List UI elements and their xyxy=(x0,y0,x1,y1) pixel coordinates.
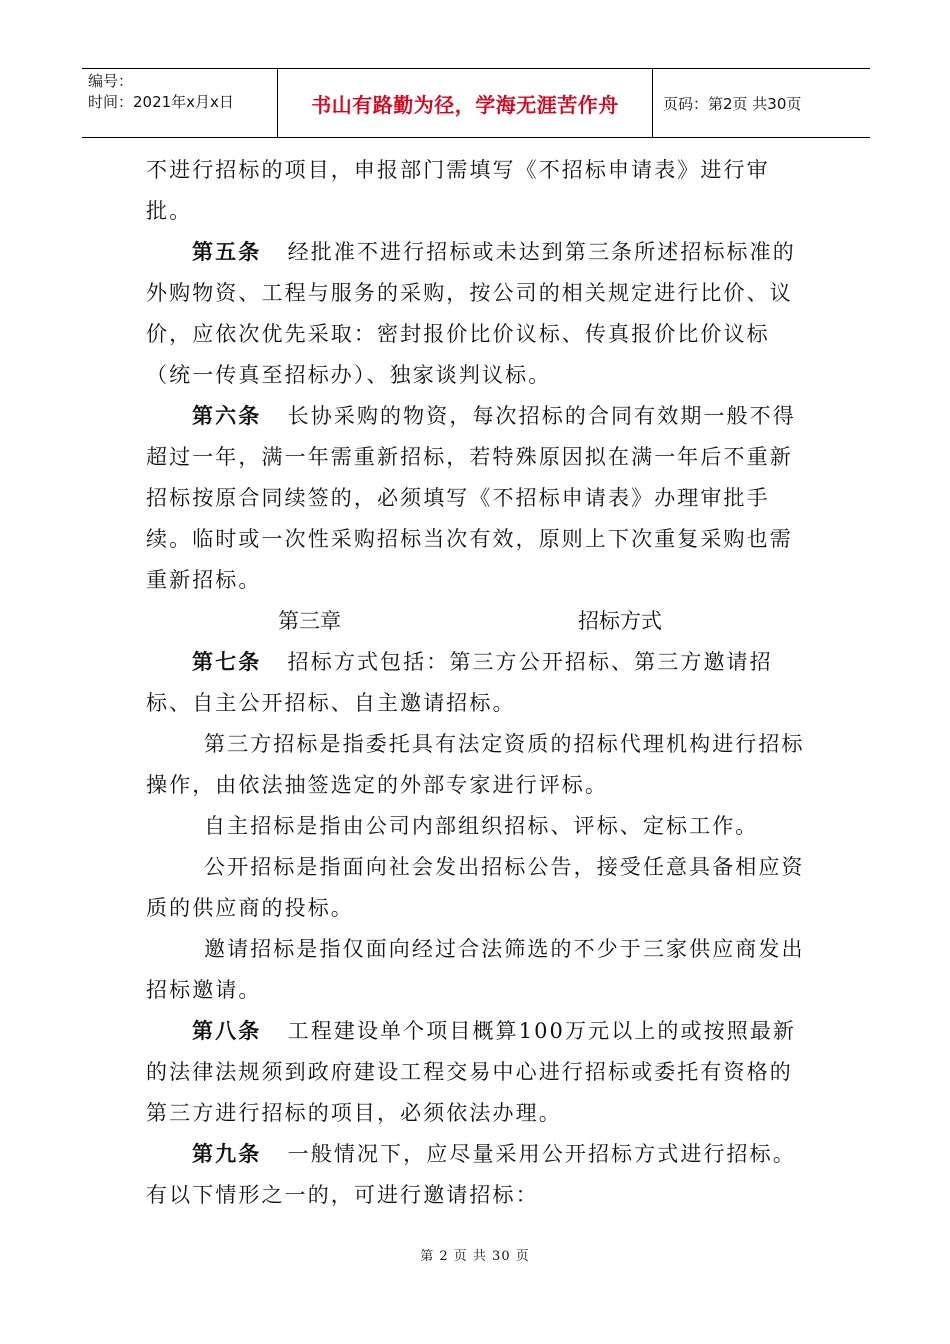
number-label: 编号： xyxy=(88,72,134,90)
article-6 xyxy=(146,396,814,601)
chapter-heading xyxy=(146,601,814,642)
article-text: 一般情况下，应尽量采用公开招标方式进行招标。有以下情形之一的，可进行邀请招标： xyxy=(146,1142,796,1207)
chapter-title: 招标方式 xyxy=(578,609,662,633)
header-meta xyxy=(82,69,278,137)
date-label: 时间：2021年x月x日 xyxy=(88,93,234,111)
article-title: 第五条 xyxy=(192,240,262,264)
article-text: 长协采购的物资，每次招标的合同有效期一般不得超过一年，满一年需重新招标，若特殊原因拟在满一年后不重新招标按原合同续签的，必须填写《不招标申请表》办理审批手续。临时或一次性采购招标当次有效，原则上下次重复采购也需重新招标。 xyxy=(146,404,796,592)
header-motto: 书山有路勤为径，学海无涯苦作舟 xyxy=(278,69,653,137)
document-body xyxy=(146,150,814,1216)
paragraph: 自主招标是指由公司内部组织招标、评标、定标工作。 xyxy=(204,814,759,838)
page-header xyxy=(82,68,870,138)
article-text: 招标方式包括：第三方公开招标、第三方邀请招标、自主公开招标、自主邀请招标。 xyxy=(146,650,773,715)
article-title: 第七条 xyxy=(192,650,262,674)
article-8 xyxy=(146,1011,814,1134)
article-title: 第八条 xyxy=(192,1019,262,1043)
header-page-info: 页码：第2页 共30页 xyxy=(663,94,802,113)
paragraph: 不进行招标的项目，申报部门需填写《不招标申请表》进行审批。 xyxy=(146,158,770,223)
paragraph: 第三方招标是指委托具有法定资质的招标代理机构进行招标操作，由依法抽签选定的外部专家进行评标。 xyxy=(146,732,805,797)
article-5 xyxy=(146,232,814,396)
article-7 xyxy=(146,642,814,724)
article-title: 第六条 xyxy=(192,404,262,428)
chapter-number: 第三章 xyxy=(278,609,341,633)
article-9 xyxy=(146,1134,814,1216)
article-title: 第九条 xyxy=(192,1142,262,1166)
page-footer: 第 2 页 共 30 页 xyxy=(420,1249,530,1264)
paragraph: 邀请招标是指仅面向经过合法筛选的不少于三家供应商发出招标邀请。 xyxy=(146,937,805,1002)
article-text: 工程建设单个项目概算100万元以上的或按照最新的法律法规须到政府建设工程交易中心进行招标或委托有资格的第三方进行招标的项目，必须依法办理。 xyxy=(146,1019,797,1125)
paragraph: 公开招标是指面向社会发出招标公告，接受任意具备相应资质的供应商的投标。 xyxy=(146,855,805,920)
article-text: 经批准不进行招标或未达到第三条所述招标标准的外购物资、工程与服务的采购，按公司的相关规定进行比价、议价，应依次优先采取：密封报价比价议标、传真报价比价议标（统一传真至招标办）、独家谈判议标。 xyxy=(146,240,796,387)
